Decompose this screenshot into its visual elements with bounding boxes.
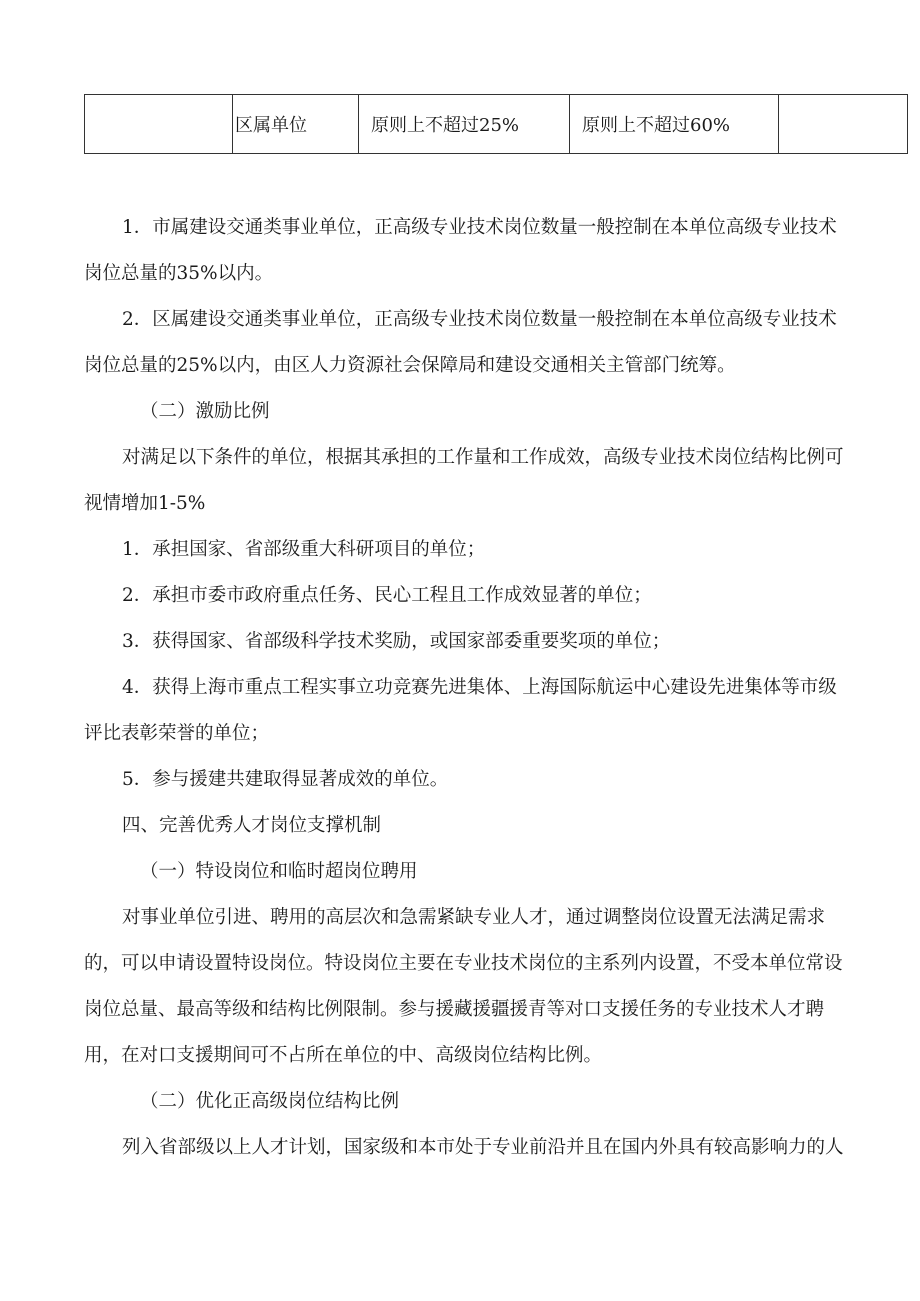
heading-special-posts — [140, 849, 910, 895]
text-line: （二）优化正高级岗位结构比例 — [140, 1091, 400, 1112]
text-line: 用，在对口支援期间可不占所在单位的中、高级岗位结构比例。 — [84, 1045, 603, 1066]
table-row — [85, 95, 908, 154]
heading-senior-ratio — [140, 1079, 910, 1125]
table-cell-unit-type: 区属单位 — [233, 95, 359, 154]
text-line: 的，可以申请设置特设岗位。特设岗位主要在专业技术岗位的主系列内设置，不受本单位常设 — [84, 953, 843, 974]
text-line: 岗位总量的25%以内，由区人力资源社会保障局和建设交通相关主管部门统筹。 — [84, 355, 736, 376]
ratio-table — [84, 94, 908, 154]
table-cell-category — [85, 95, 233, 154]
text-line: 5．参与援建共建取得显著成效的单位。 — [122, 769, 449, 790]
text-line: 1．承担国家、省部级重大科研项目的单位； — [122, 539, 486, 560]
text-line: 列入省部级以上人才计划，国家级和本市处于专业前沿并且在国内外具有较高影响力的人 — [122, 1137, 844, 1158]
text-line: 岗位总量的35%以内。 — [84, 263, 274, 284]
paragraph-district-units — [84, 297, 910, 389]
text-line: 1．市属建设交通类事业单位，正高级专业技术岗位数量一般控制在本单位高级专业技术 — [122, 217, 837, 238]
text-line: 3．获得国家、省部级科学技术奖励，或国家部委重要奖项的单位； — [122, 631, 671, 652]
text-line: 4．获得上海市重点工程实事立功竞赛先进集体、上海国际航运中心建设先进集体等市级 — [122, 677, 837, 698]
text-line: 评比表彰荣誉的单位； — [84, 723, 270, 744]
list-item — [122, 619, 910, 665]
text-line: 视情增加1-5% — [84, 493, 206, 514]
paragraph-municipal-units — [84, 205, 910, 297]
table-cell-mid-ratio: 原则上不超过60% — [570, 95, 779, 154]
list-item — [122, 573, 910, 619]
text-line: （一）特设岗位和临时超岗位聘用 — [140, 861, 418, 882]
text-line: 2．区属建设交通类事业单位，正高级专业技术岗位数量一般控制在本单位高级专业技术 — [122, 309, 837, 330]
paragraph-talent-plans — [122, 1125, 910, 1171]
text-line: 四、完善优秀人才岗位支撑机制 — [122, 815, 382, 836]
heading-incentive-ratio — [140, 389, 910, 435]
list-item — [84, 665, 910, 757]
text-line: 岗位总量、最高等级和结构比例限制。参与援藏援疆援青等对口支援任务的专业技术人才聘 — [84, 999, 825, 1020]
table-cell-note — [779, 95, 908, 154]
text-line: 对事业单位引进、聘用的高层次和急需紧缺专业人才，通过调整岗位设置无法满足需求 — [122, 907, 826, 928]
heading-section-four — [122, 803, 910, 849]
table-cell-senior-ratio: 原则上不超过25% — [359, 95, 570, 154]
text-line: （二）激励比例 — [140, 401, 270, 422]
list-item — [122, 527, 910, 573]
text-line: 2．承担市委市政府重点任务、民心工程且工作成效显著的单位； — [122, 585, 652, 606]
text-line: 对满足以下条件的单位，根据其承担的工作量和工作成效，高级专业技术岗位结构比例可 — [122, 447, 844, 468]
paragraph-special-posts — [84, 895, 910, 1079]
list-item — [122, 757, 910, 803]
paragraph-incentive-intro — [84, 435, 910, 527]
